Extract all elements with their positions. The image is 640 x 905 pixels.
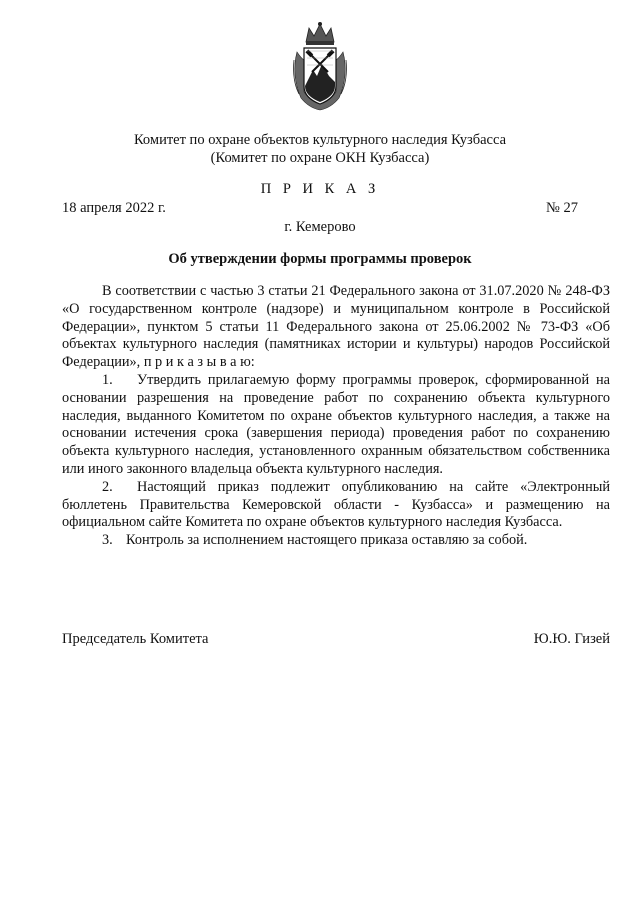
signer-position: Председатель Комитета (62, 631, 209, 647)
list-item-text: Контроль за исполнением настоящего приказа оставляю за собой. (126, 532, 528, 549)
document-title: Об утверждении формы программы проверок (168, 251, 472, 267)
document-body (62, 283, 610, 550)
list-item-text: Настоящий приказ подлежит опубликованию на сайте «Электронный бюллетень Правительства Кемеровской области - Кузбасса» и размещению на официальном сайте Комитета по охране объектов культурного наследия Кузбасса. (62, 478, 610, 531)
list-item-number: 2. (102, 478, 113, 495)
list-item-number: 1. (102, 371, 113, 388)
organization-name: Комитет по охране объектов культурного наследия Кузбасса (133, 132, 507, 148)
document-date: 18 апреля 2022 г. (62, 200, 166, 216)
list-item-number: 3. (102, 532, 113, 549)
list-item (62, 372, 610, 479)
signer-name: Ю.Ю. Гизей (533, 631, 610, 647)
list-item-text: Утвердить прилагаемую форму программы проверок, сформированной на основании разрешения на проведение работ по сохранению объекта культурного наследия, выданного Комитетом по охране объектов культурного наследия, а также на основании истечения срока (завершения периода) проведения работ по сохранению объекта культурного наследия, установленного охранным обязательством собственника или иного законного владельца объекта культурного наследия. (62, 371, 610, 477)
organization-short-name: (Комитет по охране ОКН Кузбасса) (210, 150, 430, 166)
list-item (62, 532, 610, 550)
kuzbass-coat-of-arms-icon (289, 20, 351, 112)
document-number: № 27 (546, 200, 578, 216)
document-city: г. Кемерово (284, 219, 356, 235)
document-type: П Р И К А З (260, 181, 380, 197)
list-item (62, 479, 610, 532)
intro-paragraph: В соответствии с частью 3 статьи 21 Федерального закона от 31.07.2020 № 248-ФЗ «О государственном контроле (надзоре) и муниципальном контроле в Российской Федерации», пунктом 5 статьи 11 Федерального закона от 25.06.2002 № 73-ФЗ «Об объектах культурного наследия (памятниках истории и культуры) народов Российской Федерации», п р и к а з ы в а ю: (62, 283, 610, 371)
